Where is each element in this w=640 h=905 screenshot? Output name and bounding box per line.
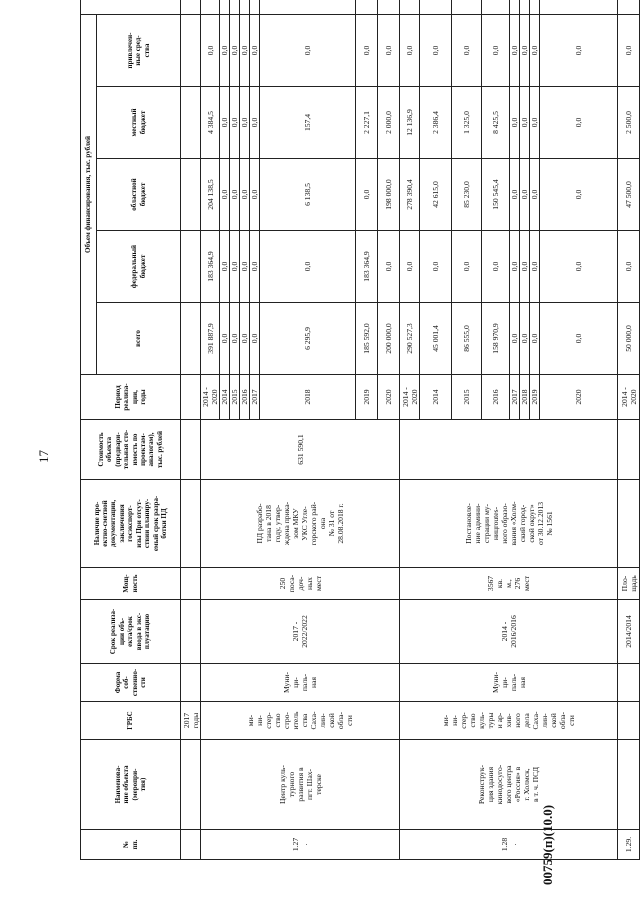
local-cell: 0,0: [530, 87, 540, 159]
attracted-cell: 0,0: [510, 14, 520, 86]
table-cell: [181, 159, 201, 231]
total-cell: 50 000,0: [618, 303, 640, 375]
header-num: № пп.: [81, 830, 181, 860]
local-cell: 12 136,9: [400, 87, 420, 159]
federal-cell: 0,0: [420, 231, 452, 303]
table-cell: [181, 568, 201, 600]
total-cell: 158 970,9: [482, 303, 510, 375]
federal-cell: 0,0: [618, 231, 640, 303]
header-local: местный бюджет: [97, 87, 181, 159]
attracted-cell: 0,0: [520, 14, 530, 86]
table-cell: [181, 830, 201, 860]
total-cell: 86 555,0: [452, 303, 482, 375]
item-term: 2014 - 2016/2016: [400, 600, 618, 664]
regional-cell: 204 138,5: [201, 159, 220, 231]
local-cell: 8 425,5: [482, 87, 510, 159]
total-cell: 45 001,4: [420, 303, 452, 375]
period-cell: 2014 - 2020: [618, 375, 640, 420]
result-cell: [230, 0, 240, 14]
regional-cell: 0,0: [530, 159, 540, 231]
regional-cell: 278 390,4: [400, 159, 420, 231]
total-cell: 0,0: [530, 303, 540, 375]
period-cell: 2014: [220, 375, 230, 420]
table-row: [181, 0, 201, 860]
result-cell: [250, 0, 260, 14]
regional-cell: 0,0: [240, 159, 250, 231]
table-cell: [181, 14, 201, 86]
federal-cell: 0,0: [220, 231, 230, 303]
table-cell: [181, 87, 201, 159]
attracted-cell: 0,0: [400, 14, 420, 86]
result-cell: [201, 0, 220, 14]
period-cell: 2015: [452, 375, 482, 420]
attracted-cell: 0,0: [530, 14, 540, 86]
attracted-cell: 0,0: [452, 14, 482, 86]
item-name: [618, 740, 640, 830]
federal-cell: 0,0: [400, 231, 420, 303]
item-cost: [618, 420, 640, 480]
federal-cell: 0,0: [482, 231, 510, 303]
period-cell: 2014 - 2020: [201, 375, 220, 420]
item-form: Муни- ци- паль- ная: [400, 664, 618, 702]
regional-cell: 47 500,0: [618, 159, 640, 231]
header-total: всего: [97, 303, 181, 375]
federal-cell: 183 364,9: [201, 231, 220, 303]
result-cell: [530, 0, 540, 14]
attracted-cell: 0,0: [618, 14, 640, 86]
total-cell: 290 527,3: [400, 303, 420, 375]
federal-cell: 0,0: [530, 231, 540, 303]
header-grbs: ГРБС: [81, 702, 181, 740]
federal-cell: 0,0: [378, 231, 400, 303]
item-number: 1.29.: [618, 830, 640, 860]
period-cell: 2019: [356, 375, 378, 420]
total-cell: 6 295,9: [260, 303, 356, 375]
result-cell: [520, 0, 530, 14]
table-row: [400, 0, 420, 860]
header-name: Наименова- ние объекта (меропри- тия): [81, 740, 181, 830]
federal-cell: 0,0: [520, 231, 530, 303]
financing-table: [80, 0, 640, 860]
period-cell: 2015: [230, 375, 240, 420]
local-cell: 2 000,0: [378, 87, 400, 159]
item-grbs: ми- ни- стер- ство куль- туры и ар- хив- ного дела Саха- лин- ской обла- сти: [400, 702, 618, 740]
federal-cell: 0,0: [510, 231, 520, 303]
table-cell: [181, 600, 201, 664]
attracted-cell: 0,0: [230, 14, 240, 86]
table-cell: [181, 303, 201, 375]
total-cell: 0,0: [240, 303, 250, 375]
header-federal: федеральный бюджет: [97, 231, 181, 303]
local-cell: 0,0: [540, 87, 618, 159]
item-number: 1.27 .: [201, 830, 400, 860]
table-row: [201, 0, 220, 860]
header-form: Форма соб- ственно- сти: [81, 664, 181, 702]
total-cell: 391 887,9: [201, 303, 220, 375]
local-cell: 0,0: [510, 87, 520, 159]
period-cell: 2017: [250, 375, 260, 420]
header-attracted: привлечен- ные сред- ства: [97, 14, 181, 86]
local-cell: 1 325,0: [452, 87, 482, 159]
header-period: Период реализа- ции, годы: [81, 375, 181, 420]
local-cell: 0,0: [240, 87, 250, 159]
federal-cell: 0,0: [540, 231, 618, 303]
total-cell: 0,0: [230, 303, 240, 375]
period-cell: 2020: [540, 375, 618, 420]
item-number: 1.28 .: [400, 830, 618, 860]
local-cell: 0,0: [520, 87, 530, 159]
attracted-cell: 0,0: [420, 14, 452, 86]
regional-cell: 6 138,5: [260, 159, 356, 231]
table-cell: [181, 664, 201, 702]
total-cell: 200 000,0: [378, 303, 400, 375]
item-docs: [618, 480, 640, 568]
item-docs: ПД разрабо- тана в 2018 году, утвер- ждена прика- зом МКУ УКС Угле- горского рай- она № 31 от 28.08.2018 г.: [201, 480, 400, 568]
header-term: Срок реализа- ции объ- екта/срок ввода в экс- плуатацию: [81, 600, 181, 664]
period-cell: 2016: [240, 375, 250, 420]
federal-cell: 0,0: [240, 231, 250, 303]
result-cell: [378, 0, 400, 14]
attracted-cell: 0,0: [250, 14, 260, 86]
regional-cell: 150 545,4: [482, 159, 510, 231]
table-cell: [181, 375, 201, 420]
federal-cell: 0,0: [260, 231, 356, 303]
regional-cell: 0,0: [510, 159, 520, 231]
item-grbs: ми- ни- стер- ство стро- итель ства Саха- лин- ской обла- сти: [201, 702, 400, 740]
item-cost: [400, 420, 618, 480]
item-form: [618, 664, 640, 702]
local-cell: 4 384,5: [201, 87, 220, 159]
result-cell: [240, 0, 250, 14]
regional-cell: 198 000,0: [378, 159, 400, 231]
header-result: [81, 0, 181, 14]
total-cell: 0,0: [540, 303, 618, 375]
result-cell: [220, 0, 230, 14]
table-cell: [181, 0, 201, 14]
document-code: 00759(п)(10.0): [540, 804, 555, 885]
attracted-cell: 0,0: [482, 14, 510, 86]
local-cell: 2 227,1: [356, 87, 378, 159]
regional-cell: 42 615,0: [420, 159, 452, 231]
table-cell: [181, 420, 201, 480]
item-docs: Постановле- ние админи- страции му- ницroutes- ного образо- вания «Холм- ский город- ской округ» от 30.12.2013 № 1561: [400, 480, 618, 568]
period-cell: 2018: [260, 375, 356, 420]
result-cell: [618, 0, 640, 14]
period-cell: 2019: [530, 375, 540, 420]
item-capacity: 250 поса- доч- ных мест: [201, 568, 400, 600]
table-row: [618, 0, 640, 860]
item-capacity: Пло- щадь: [618, 568, 640, 600]
attracted-cell: 0,0: [260, 14, 356, 86]
item-cost: 631 590,1: [201, 420, 400, 480]
regional-cell: 0,0: [356, 159, 378, 231]
period-cell: 2017: [510, 375, 520, 420]
period-cell: 2014: [420, 375, 452, 420]
item-name: Реконструк- ция здания кинодосуго- вого центра «Россия» в г. Холмск, в т. ч. ПСД: [400, 740, 618, 830]
attracted-cell: 0,0: [378, 14, 400, 86]
federal-cell: 0,0: [230, 231, 240, 303]
header-regional: областной бюджет: [97, 159, 181, 231]
local-cell: 0,0: [230, 87, 240, 159]
local-cell: 0,0: [250, 87, 260, 159]
regional-cell: 0,0: [230, 159, 240, 231]
period-cell: 2016: [482, 375, 510, 420]
local-cell: 0,0: [220, 87, 230, 159]
result-cell: [356, 0, 378, 14]
total-cell: 185 592,0: [356, 303, 378, 375]
period-cell: 2018: [520, 375, 530, 420]
header-financing: Объем финансирования, тыс. рублей: [81, 14, 97, 374]
total-cell: 0,0: [250, 303, 260, 375]
regional-cell: 0,0: [540, 159, 618, 231]
attracted-cell: 0,0: [220, 14, 230, 86]
local-cell: 2 386,4: [420, 87, 452, 159]
result-cell: [540, 0, 618, 14]
attracted-cell: 0,0: [540, 14, 618, 86]
item-term: 2014/2014: [618, 600, 640, 664]
total-cell: 0,0: [520, 303, 530, 375]
result-cell: [452, 0, 482, 14]
grbs-years-cell: 2017 годы: [181, 702, 201, 740]
attracted-cell: 0,0: [201, 14, 220, 86]
item-term: 2017 - 2022/2022: [201, 600, 400, 664]
regional-cell: 85 230,0: [452, 159, 482, 231]
result-cell: [260, 0, 356, 14]
item-capacity: 3567 кв. м., 276 мест: [400, 568, 618, 600]
regional-cell: 0,0: [220, 159, 230, 231]
header-cost: Стоимость объекта (предвари- тельная сто- имость по проектам- аналогам), тыс. рублей: [81, 420, 181, 480]
attracted-cell: 0,0: [240, 14, 250, 86]
result-cell: [482, 0, 510, 14]
period-cell: 2014 - 2020: [400, 375, 420, 420]
period-cell: 2020: [378, 375, 400, 420]
table-cell: [181, 231, 201, 303]
header-capacity: Мощ- ность: [81, 568, 181, 600]
result-cell: [420, 0, 452, 14]
header-docs: Наличие про- ектно-сметной документации, заключения госэксперт- изы При отсут- ствии планиру- емый срок разра- ботки ПД: [81, 480, 181, 568]
table-cell: [181, 740, 201, 830]
item-grbs: [618, 702, 640, 740]
regional-cell: 0,0: [520, 159, 530, 231]
item-name: Центр куль- турного развития в пгт. Шах- терске: [201, 740, 400, 830]
result-cell: [400, 0, 420, 14]
federal-cell: 183 364,9: [356, 231, 378, 303]
total-cell: 0,0: [510, 303, 520, 375]
federal-cell: 0,0: [250, 231, 260, 303]
total-cell: 0,0: [220, 303, 230, 375]
result-cell: [510, 0, 520, 14]
local-cell: 157,4: [260, 87, 356, 159]
table-cell: [181, 480, 201, 568]
page-number: 17: [36, 450, 51, 463]
local-cell: 2 500,0: [618, 87, 640, 159]
item-form: Муни- ци- паль- ная: [201, 664, 400, 702]
regional-cell: 0,0: [250, 159, 260, 231]
attracted-cell: 0,0: [356, 14, 378, 86]
federal-cell: 0,0: [452, 231, 482, 303]
